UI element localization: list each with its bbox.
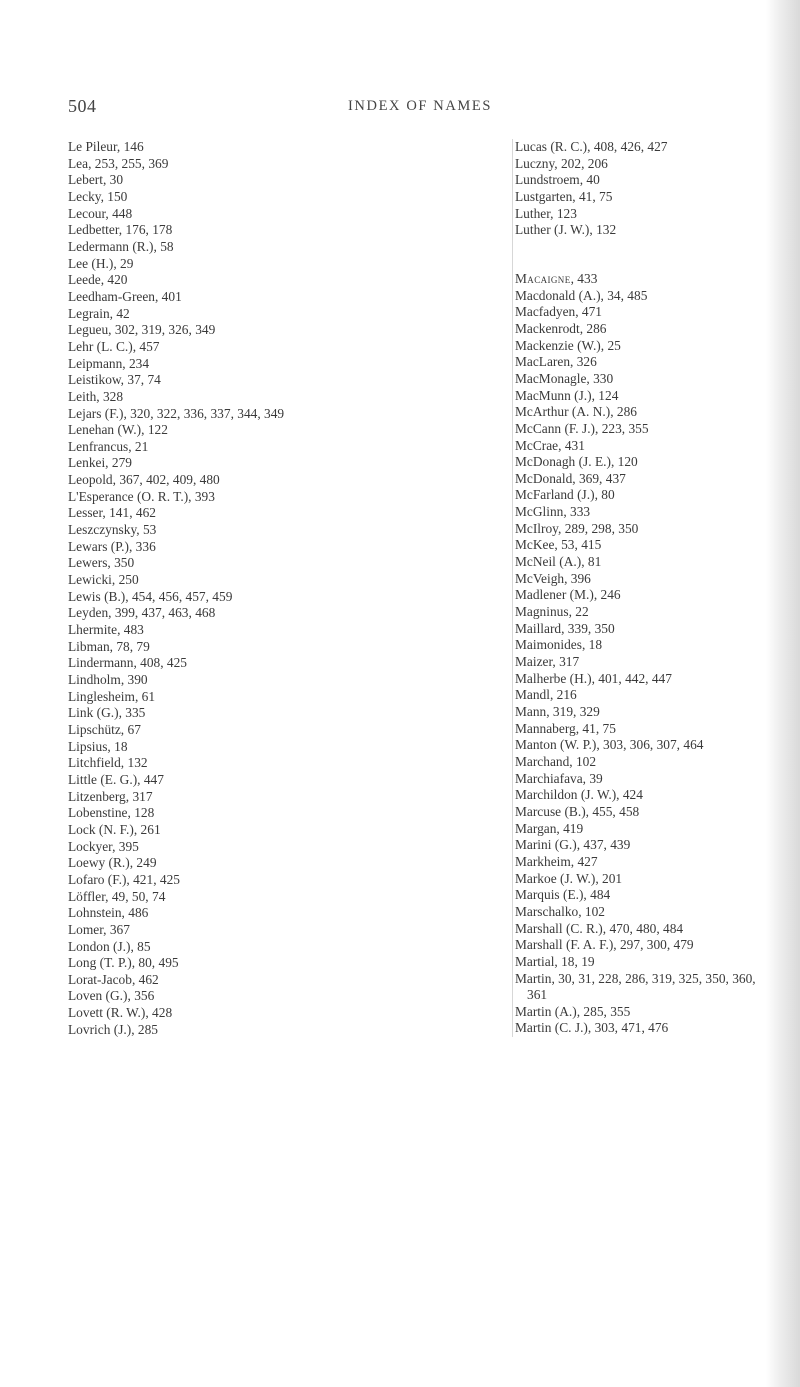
- index-entry: L'Esperance (O. R. T.), 393: [68, 488, 215, 504]
- index-entry: Marschalko, 102: [515, 903, 605, 919]
- index-entry: Lewis (B.), 454, 456, 457, 459: [68, 588, 233, 604]
- index-entry: Manton (W. P.), 303, 306, 307, 464: [515, 737, 704, 753]
- index-entry: Markheim, 427: [515, 853, 598, 869]
- index-entry: Löffler, 49, 50, 74: [68, 888, 166, 904]
- index-entry: Lebert, 30: [68, 172, 124, 188]
- index-entry: Macfadyen, 471: [515, 304, 603, 320]
- index-entry: Marquis (E.), 484: [515, 887, 611, 903]
- index-entry: Lobenstine, 128: [68, 805, 155, 821]
- index-entry: Lustgarten, 41, 75: [515, 188, 613, 204]
- index-entry: MacMonagle, 330: [515, 370, 614, 386]
- index-entry: Luczny, 202, 206: [515, 155, 608, 171]
- index-entry: Martin, 30, 31, 228, 286, 319, 325, 350, 360,: [515, 970, 756, 986]
- index-entry: Loven (G.), 356: [68, 988, 155, 1004]
- index-entry: Leszczynsky, 53: [68, 522, 157, 538]
- index-entry: Leistikow, 37, 74: [68, 372, 161, 388]
- index-entry: McVeigh, 396: [515, 570, 591, 586]
- index-entry: Lenkei, 279: [68, 455, 132, 471]
- index-entry: Lenfrancus, 21: [68, 438, 149, 454]
- index-entry: McCrae, 431: [515, 437, 585, 453]
- index-entry: Leith, 328: [68, 388, 124, 404]
- index-entry: Maillard, 339, 350: [515, 620, 615, 636]
- index-entry: Lovett (R. W.), 428: [68, 1005, 173, 1021]
- index-entry: Lomer, 367: [68, 921, 130, 937]
- index-entry: Long (T. P.), 80, 495: [68, 955, 179, 971]
- index-entry: McNeil (A.), 81: [515, 554, 602, 570]
- index-entry: Lewicki, 250: [68, 572, 139, 588]
- index-entry: Lhermite, 483: [68, 622, 144, 638]
- index-entry: McIlroy, 289, 298, 350: [515, 520, 639, 536]
- page-header: [0, 96, 800, 120]
- index-entry: Margan, 419: [515, 820, 584, 836]
- index-column-left: [68, 139, 368, 1038]
- index-entry: Marshall (C. R.), 470, 480, 484: [515, 920, 684, 936]
- index-entry: Linglesheim, 61: [68, 688, 156, 704]
- index-entry: McGlinn, 333: [515, 504, 591, 520]
- index-entry: Luther (J. W.), 132: [515, 222, 617, 238]
- index-entry: Lewers, 350: [68, 555, 135, 571]
- index-entry: McKee, 53, 415: [515, 537, 602, 553]
- index-entry: Little (E. G.), 447: [68, 771, 164, 787]
- section-first-name: Macaigne: [515, 270, 571, 286]
- index-entry: Lock (N. F.), 261: [68, 821, 161, 837]
- index-entry: Lindermann, 408, 425: [68, 655, 188, 671]
- index-entry: McCann (F. J.), 223, 355: [515, 420, 649, 436]
- section-first-pages: , 433: [570, 270, 598, 286]
- index-entry: Legueu, 302, 319, 326, 349: [68, 322, 216, 338]
- index-entry: Mackenrodt, 286: [515, 320, 607, 336]
- index-entry: Ledermann (R.), 58: [68, 238, 174, 254]
- index-entry: [515, 271, 775, 288]
- index-entry: McFarland (J.), 80: [515, 487, 615, 503]
- index-entry: Marchildon (J. W.), 424: [515, 787, 643, 803]
- index-entry: Luther, 123: [515, 205, 577, 221]
- index-entry: Maizer, 317: [515, 654, 580, 670]
- index-entry: Lea, 253, 255, 369: [68, 155, 169, 171]
- page-number: 504: [68, 96, 97, 116]
- index-entry: Lehr (L. C.), 457: [68, 338, 160, 354]
- index-entry: Marcuse (B.), 455, 458: [515, 803, 640, 819]
- index-group-lu: [515, 139, 775, 239]
- index-entry: Libman, 78, 79: [68, 638, 150, 654]
- index-entry: Macdonald (A.), 34, 485: [515, 287, 648, 303]
- index-column-right: [512, 139, 775, 1037]
- index-entry: Lecour, 448: [68, 205, 133, 221]
- index-entry: Lipsius, 18: [68, 738, 128, 754]
- index-entry: Martin (A.), 285, 355: [515, 1003, 631, 1019]
- index-entry: Lofaro (F.), 421, 425: [68, 871, 180, 887]
- index-entry: Martin (C. J.), 303, 471, 476: [515, 1020, 669, 1036]
- index-entry: Legrain, 42: [68, 305, 130, 321]
- index-entry: Lovrich (J.), 285: [68, 1021, 158, 1037]
- index-entry: Lesser, 141, 462: [68, 505, 156, 521]
- index-entry: Marini (G.), 437, 439: [515, 837, 631, 853]
- index-entry: McDonagh (J. E.), 120: [515, 454, 638, 470]
- index-entry: Magninus, 22: [515, 604, 589, 620]
- index-entry: Link (G.), 335: [68, 705, 146, 721]
- running-title: INDEX OF NAMES: [348, 98, 493, 114]
- index-entry: Leede, 420: [68, 272, 128, 288]
- section-gap: [515, 239, 775, 271]
- index-entry: Leedham-Green, 401: [68, 288, 182, 304]
- index-entry: Markoe (J. W.), 201: [515, 870, 623, 886]
- index-entry: Marshall (F. A. F.), 297, 300, 479: [515, 937, 694, 953]
- index-entry: Lohnstein, 486: [68, 905, 149, 921]
- index-entry: Maimonides, 18: [515, 637, 603, 653]
- index-entry: Litchfield, 132: [68, 755, 148, 771]
- index-entry: Marchand, 102: [515, 753, 597, 769]
- index-entry: Lee (H.), 29: [68, 255, 134, 271]
- index-entry: Lenehan (W.), 122: [68, 422, 168, 438]
- index-entry: Lejars (F.), 320, 322, 336, 337, 344, 349: [68, 405, 285, 421]
- index-entry: MacMunn (J.), 124: [515, 387, 619, 403]
- index-entry: Leipmann, 234: [68, 355, 150, 371]
- index-entry: Le Pileur, 146: [68, 139, 144, 154]
- index-entry: Lecky, 150: [68, 188, 128, 204]
- index-entry: Litzenberg, 317: [68, 788, 153, 804]
- index-entry: Mannaberg, 41, 75: [515, 720, 616, 736]
- index-entry: Ledbetter, 176, 178: [68, 222, 173, 238]
- index-entry: Madlener (M.), 246: [515, 587, 621, 603]
- index-entry: Martial, 18, 19: [515, 953, 595, 969]
- index-entry: Mackenzie (W.), 25: [515, 337, 621, 353]
- index-entry: Mandl, 216: [515, 687, 577, 703]
- index-entry: Leyden, 399, 437, 463, 468: [68, 605, 216, 621]
- index-entry-continuation: 361: [527, 987, 548, 1003]
- index-entry: Malherbe (H.), 401, 442, 447: [515, 670, 672, 686]
- index-entry: McDonald, 369, 437: [515, 470, 626, 486]
- index-entry: Leopold, 367, 402, 409, 480: [68, 472, 220, 488]
- index-entry: Lockyer, 395: [68, 838, 139, 854]
- index-entry: Lipschütz, 67: [68, 721, 141, 737]
- index-group-ma-end: [515, 1004, 775, 1037]
- index-entry: MacLaren, 326: [515, 354, 597, 370]
- index-entry: Lundstroem, 40: [515, 172, 600, 188]
- index-entry: Loewy (R.), 249: [68, 855, 157, 871]
- index-entry: Marchiafava, 39: [515, 770, 603, 786]
- index-entry: Lindholm, 390: [68, 672, 148, 687]
- index-entry: Lucas (R. C.), 408, 426, 427: [515, 139, 668, 154]
- index-entry: Lorat-Jacob, 462: [68, 971, 159, 987]
- index-entry: Mann, 319, 329: [515, 704, 600, 719]
- index-entry: London (J.), 85: [68, 938, 151, 954]
- index-group-ma: [515, 288, 775, 988]
- index-entry: McArthur (A. N.), 286: [515, 404, 637, 420]
- index-entry: Lewars (P.), 336: [68, 538, 156, 554]
